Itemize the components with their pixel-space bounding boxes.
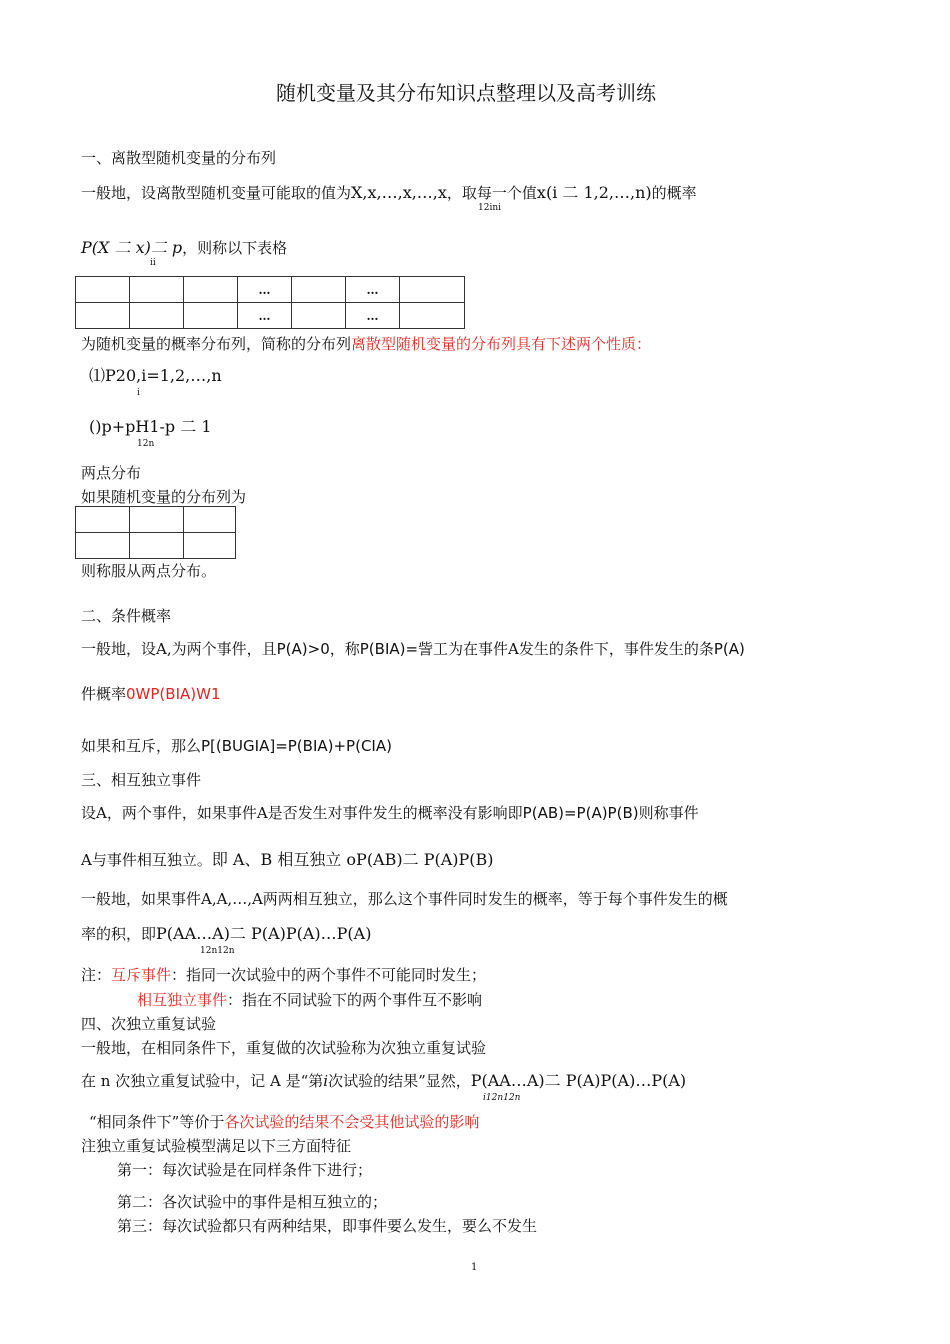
s4-paragraph-3 <box>89 1112 479 1132</box>
s4-paragraph-4: 注独立重复试验模型满足以下三方面特征 <box>81 1137 352 1155</box>
s4-p2-b: 次试验的结果”显然， <box>328 1072 471 1090</box>
s3-paragraph-4 <box>81 924 371 944</box>
note-1-text: ：指同一次试验中的两个事件不可能同时发生； <box>171 966 487 984</box>
s2-p2-text: 件概率 <box>81 685 127 703</box>
property-1: ⑴P20,i=1,2,…,n <box>89 366 222 385</box>
table-cell <box>184 303 238 329</box>
s1-p3-text: 为随机变量的概率分布列，简称的分布列 <box>81 335 352 353</box>
table-cell <box>292 303 346 329</box>
table-cell: … <box>238 303 292 329</box>
s4-p3-red: 各次试验的结果不会受其他试验的影响 <box>224 1113 480 1131</box>
s1-p1-vars-subscript: 12ini <box>478 203 502 213</box>
page-title: 随机变量及其分布知识点整理以及高考训练 <box>276 81 656 105</box>
table-cell: … <box>238 277 292 303</box>
table-cell: … <box>346 277 400 303</box>
s4-p2-i: i <box>323 1072 329 1090</box>
s2-p1-a: 一般地，设A,为两个事件，且 <box>81 640 277 658</box>
distribution-table <box>75 276 465 329</box>
table-cell <box>130 533 184 559</box>
note-2 <box>137 990 482 1010</box>
s1-p1-cont: ，取每一个值 <box>446 184 537 202</box>
s4-p3-text: “相同条件下”等价于 <box>89 1113 225 1131</box>
table-cell <box>76 533 130 559</box>
property-2: ()p+pH1-p 二 1 <box>89 417 212 436</box>
table-cell <box>400 277 465 303</box>
s3-p4-subscript: 12n12n <box>200 946 235 956</box>
table-cell <box>130 507 184 533</box>
feature-2: 第二：各次试验中的事件是相互独立的； <box>117 1193 388 1211</box>
s1-p2-subscript: ii <box>150 258 156 268</box>
s3-p1-end: 则称事件 <box>638 804 699 822</box>
s4-p2-formula: P(AA…A)二 P(A)P(A)…P(A) <box>470 1071 687 1090</box>
note-2-text: ：指在不同试验下的两个事件互不影响 <box>227 991 483 1009</box>
feature-3: 第三：每次试验都只有两种结果，即事件要么发生，要么不发生 <box>117 1217 538 1235</box>
table-cell <box>184 277 238 303</box>
two-point-conclusion: 则称服从两点分布。 <box>81 562 217 580</box>
table-cell <box>400 303 465 329</box>
table-cell <box>292 277 346 303</box>
s3-paragraph-3: 一般地，如果事件A,A,…,A两两相互独立，那么这个事件同时发生的概率，等于每个事件发生的概 <box>81 890 728 908</box>
note-label: 注： <box>81 966 112 984</box>
section-2-heading: 二、条件概率 <box>81 607 172 625</box>
s1-p1-vars: X,x,…,x,…,x <box>351 183 447 202</box>
table-cell <box>184 533 236 559</box>
s1-p1-end: 的概率 <box>651 184 697 202</box>
two-point-table <box>75 506 236 559</box>
s1-paragraph-2 <box>81 238 287 258</box>
s1-paragraph-1 <box>81 183 697 203</box>
s3-p2-formula: 即 A、B 相互独立 oP(AB)二 P(A)P(B) <box>211 850 494 869</box>
s1-paragraph-3 <box>81 334 651 354</box>
two-point-text: 如果随机变量的分布列为 <box>81 488 247 506</box>
s4-p2-subscript: i12n12n <box>483 1093 521 1103</box>
s2-p1-c: ，称 <box>329 640 360 658</box>
section-1-heading: 一、离散型随机变量的分布列 <box>81 149 277 167</box>
note-1-red: 互斥事件 <box>111 966 172 984</box>
s3-p1-formula: P(AB)=P(A)P(B) <box>522 804 639 822</box>
s2-paragraph-2 <box>81 684 221 704</box>
table-cell <box>76 507 130 533</box>
table-cell: … <box>346 303 400 329</box>
s2-p1-f: P(A) <box>713 640 745 658</box>
note-2-red: 相互独立事件 <box>137 991 228 1009</box>
s3-p2-text: A与事件相互独立。 <box>81 851 212 869</box>
table-cell <box>76 277 130 303</box>
s1-p1-x: x(i 二 1,2,…,n) <box>536 183 652 202</box>
table-cell <box>130 277 184 303</box>
property-2-subscript: 12n <box>137 439 155 449</box>
table-cell <box>76 303 130 329</box>
feature-1: 第一：每次试验是在同样条件下进行； <box>117 1161 373 1179</box>
s4-p2-a: 在 n 次独立重复试验中，记 A 是“第 <box>81 1072 324 1090</box>
table-cell <box>184 507 236 533</box>
s2-p3-formula: P[(BUGIA]=P(BIA)+P(CIA) <box>201 737 392 755</box>
property-1-subscript: i <box>137 388 140 398</box>
s4-paragraph-2 <box>81 1071 686 1091</box>
s3-paragraph-2 <box>81 850 494 870</box>
s1-p2-text: ，则称以下表格 <box>182 239 288 257</box>
page-number: 1 <box>471 1262 478 1273</box>
s2-paragraph-1 <box>81 639 745 659</box>
table-cell <box>130 303 184 329</box>
s3-p4-formula: P(AA…A)二 P(A)P(A)…P(A) <box>156 924 372 943</box>
s2-p3-text: 如果和互斥，那么 <box>81 737 202 755</box>
s2-paragraph-3 <box>81 736 392 756</box>
s3-p1-text: 设A，两个事件，如果事件A是否发生对事件发生的概率没有影响即 <box>81 804 523 822</box>
s1-p2-formula: P(X 二 x)二 p <box>81 238 183 257</box>
s1-p3-red: 离散型随机变量的分布列具有下述两个性质： <box>351 335 652 353</box>
s2-p1-e: 訾工为在事件A发生的条件下，事件发生的条 <box>418 640 714 658</box>
s4-paragraph-1: 一般地，在相同条件下，重复做的次试验称为次独立重复试验 <box>81 1039 487 1057</box>
section-3-heading: 三、相互独立事件 <box>81 771 202 789</box>
s2-p1-b: P(A)>0 <box>276 640 330 658</box>
s2-p2-red: 0WP(BIA)W1 <box>126 685 221 703</box>
s2-p1-d: P(BIA)= <box>359 640 419 658</box>
s1-p1-text: 一般地，设离散型随机变量可能取的值为 <box>81 184 352 202</box>
s3-paragraph-1 <box>81 803 699 823</box>
s3-p4-text: 率的积，即 <box>81 925 157 943</box>
section-4-heading: 四、次独立重复试验 <box>81 1015 217 1033</box>
note-1 <box>81 965 486 985</box>
two-point-heading: 两点分布 <box>81 464 142 482</box>
